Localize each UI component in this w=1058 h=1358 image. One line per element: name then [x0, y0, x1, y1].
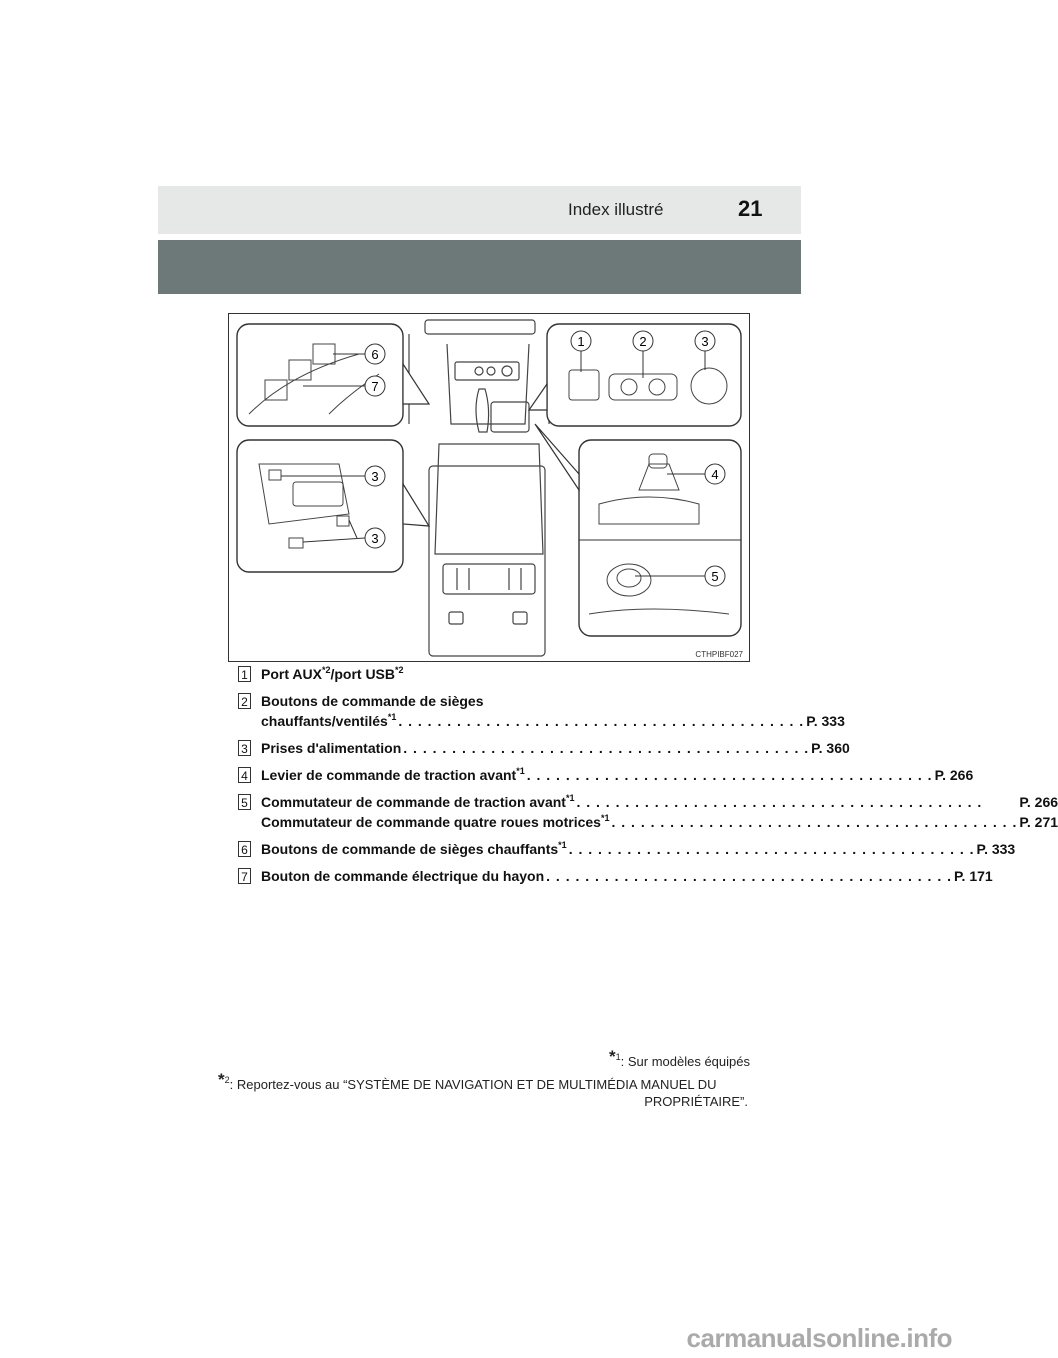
- page-number: 21: [738, 196, 763, 221]
- list-item: 2 Boutons de commande de sièges chauffants/ventilés$^{*1}$ . . . . . . . . . . . . . . . . . . . . . . . . . . . . . . . . . . . . . . . . . . P. 333: [238, 691, 728, 731]
- index-list: [238, 664, 1058, 893]
- item-number: 3: [238, 740, 251, 756]
- page-reference[interactable]: P. 333: [976, 841, 1016, 857]
- item-label: Boutons de commande de sièges: [261, 693, 484, 709]
- svg-text:7: 7: [371, 379, 379, 394]
- footnote-1: *$^1$: Sur modèles équipés: [609, 1047, 750, 1069]
- page-reference[interactable]: P. 271: [1019, 814, 1058, 830]
- svg-text:3: 3: [371, 469, 379, 484]
- page-reference[interactable]: P. 266: [934, 767, 974, 783]
- item-label: Bouton de commande électrique du hayon: [261, 868, 545, 884]
- illustration: [228, 313, 750, 662]
- page-reference[interactable]: P. 360: [811, 740, 850, 756]
- watermark[interactable]: carmanualsonline.info: [686, 1323, 952, 1353]
- page-reference[interactable]: P. 266: [1019, 794, 1058, 810]
- page-reference[interactable]: P. 171: [954, 868, 993, 884]
- svg-text:6: 6: [371, 347, 379, 362]
- footnote-2-continued: PROPRIÉTAIRE”.: [644, 1094, 748, 1109]
- item-number: 7: [238, 868, 251, 884]
- item-label: Levier de commande de traction avant$^{*1}$: [261, 766, 525, 783]
- item-number: 1: [238, 666, 251, 682]
- list-item: 5 Commutateur de commande de traction avant$^{*1}$ . . . . . . . . . . . . . . . . . . . . . . . . . . . . . . . . . . . . . . . . . . P. 266 Commutateur de commande quatre roues motrices$^{*1}$ . . . . . . . . . . . . . . . . . . . . . . . . . . . . . . . . . . . . . . . . . . P. 271: [238, 792, 728, 832]
- item-number: 2: [238, 693, 251, 709]
- item-label: Prises d'alimentation: [261, 740, 402, 756]
- header-band: [158, 186, 801, 234]
- list-item: 4 Levier de commande de traction avant$^{*1}$ . . . . . . . . . . . . . . . . . . . . . . . . . . . . . . . . . . . . . . . . . . P. 266: [238, 765, 728, 785]
- list-item: 7 Bouton de commande électrique du hayon . . . . . . . . . . . . . . . . . . . . . . . . . . . . . . . . . . . . . . . . . . P. 171: [238, 866, 728, 886]
- item-number: 6: [238, 841, 251, 857]
- item-number: 5: [238, 794, 251, 810]
- section-title: Index illustré: [568, 200, 664, 219]
- footnote-2: *$^2$: Reportez-vous au “SYSTÈME DE NAVIGATION ET DE MULTIMÉDIA MANUEL DU: [218, 1070, 717, 1092]
- svg-text:5: 5: [711, 569, 719, 584]
- svg-text:3: 3: [701, 334, 709, 349]
- section-band: [158, 240, 801, 294]
- item-label: Port AUX$^{*2}$/port USB$^{*2}$: [261, 665, 404, 682]
- item-label: chauffants/ventilés$^{*1}$: [261, 712, 397, 729]
- page-reference[interactable]: P. 333: [806, 713, 845, 729]
- illustration-code: CTHPIBF027: [695, 650, 743, 659]
- item-label: Commutateur de commande de traction avant$^{*1}$: [261, 793, 575, 810]
- svg-text:3: 3: [371, 531, 379, 546]
- svg-text:1: 1: [577, 334, 585, 349]
- svg-text:4: 4: [711, 467, 719, 482]
- item-label: Commutateur de commande quatre roues motrices$^{*1}$: [261, 813, 610, 830]
- list-item: [238, 664, 728, 684]
- console-illustration: [229, 314, 751, 663]
- list-item: 3 Prises d'alimentation . . . . . . . . . . . . . . . . . . . . . . . . . . . . . . . . . . . . . . . . . . P. 360: [238, 738, 728, 758]
- item-number: 4: [238, 767, 251, 783]
- list-item: 6 Boutons de commande de sièges chauffants$^{*1}$ . . . . . . . . . . . . . . . . . . . . . . . . . . . . . . . . . . . . . . . . . . P. 333: [238, 839, 728, 859]
- item-label: Boutons de commande de sièges chauffants$^{*1}$: [261, 840, 567, 857]
- svg-text:2: 2: [639, 334, 647, 349]
